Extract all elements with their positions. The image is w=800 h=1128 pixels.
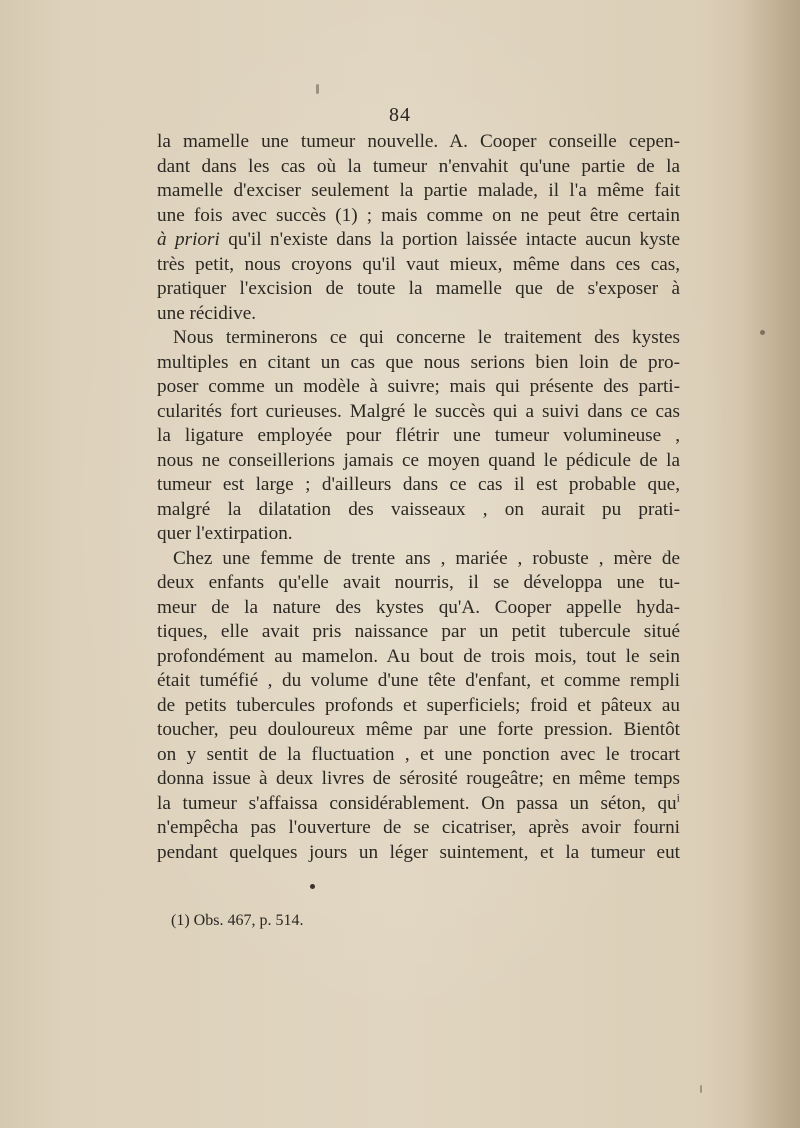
paper-speck [760,330,765,335]
text-line: quer l'extirpation. [157,523,293,544]
text-line: la ligature employée pour flétrir une tumeur volumineuse , [157,425,680,446]
text-line: n'empêcha pas l'ouverture de se cicatriser, après avoir fourni [157,817,680,838]
page-number: 84 [389,104,411,126]
paper-speck [700,1085,702,1093]
superscript-letter: i [676,790,680,805]
body-text [157,130,680,865]
text-line: pendant quelques jours un léger suintement, et la tumeur eut [157,841,680,863]
text-line: dant dans les cas où la tumeur n'envahit qu'une partie de la [157,155,680,177]
italic-phrase: à priori [157,229,220,250]
text-line: multiples en citant un cas que nous serions bien loin de pro- [157,351,680,373]
text-line: la mamelle une tumeur nouvelle. A. Cooper conseille cepen- [157,131,680,152]
text-line: deux enfants qu'elle avait nourris, il se développa une tu- [157,572,680,593]
text-line: était tuméfié , du volume d'une tête d'enfant, et comme rempli [157,670,680,691]
text-line: très petit, nous croyons qu'il vaut mieux, même dans ces cas, [157,253,680,275]
text-line: profondément au mamelon. Au bout de trois mois, tout le sein [157,645,680,667]
text-line: Nous terminerons ce qui concerne le traitement des kystes [173,327,680,348]
text-line: une récidive. [157,302,257,324]
ink-dot [310,884,315,889]
text-line: cularités fort curieuses. Malgré le succès qui a suivi dans ce cas [157,400,680,422]
text-line: poser comme un modèle à suivre; mais qui présente des parti- [157,376,680,397]
text-line: de petits tubercules profonds et superficiels; froid et pâteux au [157,694,680,716]
text-line: une fois avec succès (1) ; mais comme on ne peut être certain [157,204,680,226]
text-line: Chez une femme de trente ans , mariée , robuste , mère de [173,547,680,569]
paper-speck [316,84,319,94]
text-line-rest: qu'il n'existe dans la portion laissée intacte aucun kyste [219,229,680,250]
text-line: malgré la dilatation des vaisseaux , on aurait pu prati- [157,498,680,520]
text-line: on y sentit de la fluctuation , et une ponction avec le trocart [157,743,680,765]
text-line [157,792,680,817]
text-line: tiques, elle avait pris naissance par un petit tubercule situé [157,621,680,642]
paper-speck [664,553,667,556]
text-line: mamelle d'exciser seulement la partie malade, il l'a même fait [157,180,680,201]
text-line [157,228,680,253]
text-line: pratiquer l'excision de toute la mamelle que de s'exposer à [157,278,680,299]
text-line: nous ne conseillerions jamais ce moyen quand le pédicule de la [157,449,680,471]
text-line-main: la tumeur s'affaissa considérablement. On passa un séton, qu [157,792,677,814]
text-line: meur de la nature des kystes qu'A. Cooper appelle hyda- [157,596,680,618]
text-line: toucher, peu douloureux même par une forte pression. Bientôt [157,719,680,740]
text-line: donna issue à deux livres de sérosité rougeâtre; en même temps [157,768,680,789]
footnote: (1) Obs. 467, p. 514. [171,912,304,929]
text-line: tumeur est large ; d'ailleurs dans ce cas il est probable que, [157,474,680,495]
